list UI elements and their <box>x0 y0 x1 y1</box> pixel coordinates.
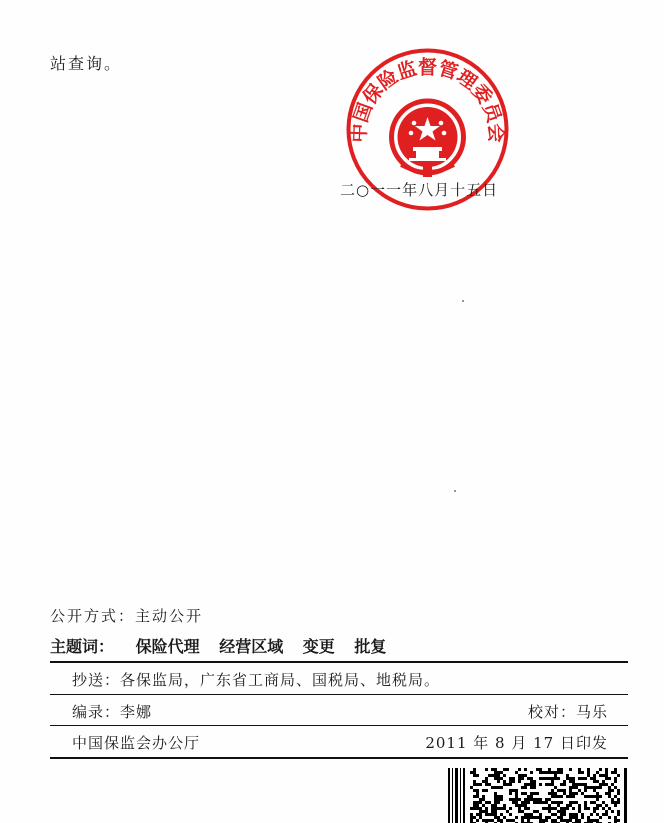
subject-keywords <box>50 634 400 657</box>
editor-row <box>72 701 608 722</box>
continued-text: 站查询。 <box>50 54 123 73</box>
divider <box>50 694 628 695</box>
keyword-term: 保险代理 <box>135 637 200 656</box>
keyword-term: 经营区域 <box>219 637 284 656</box>
disclosure-method: 公开方式：主动公开 <box>50 607 204 625</box>
editor: 编录：李娜 <box>72 703 153 721</box>
seal-text: 中国保险监督管理委员会 <box>348 56 507 143</box>
issue-row <box>72 732 608 753</box>
divider <box>50 725 628 726</box>
divider <box>50 661 628 663</box>
barcode-icon <box>448 768 628 823</box>
issuing-office: 中国保监会办公厅 <box>72 734 201 752</box>
proofreader: 校对：马乐 <box>527 703 608 721</box>
keyword-term: 批复 <box>354 637 387 656</box>
scan-speck <box>454 490 456 492</box>
signing-date: 二○一一年八月十五日 <box>340 181 499 199</box>
divider <box>50 757 628 759</box>
cc-line: 抄送：各保监局，广东省工商局、国税局、地税局。 <box>72 671 441 689</box>
issue-date: 2011 年 8 月 17 日印发 <box>425 734 608 752</box>
national-emblem-icon <box>392 101 464 177</box>
keywords-label: 主题词： <box>50 637 115 656</box>
keyword-term: 变更 <box>302 637 335 656</box>
scan-speck <box>462 300 464 302</box>
